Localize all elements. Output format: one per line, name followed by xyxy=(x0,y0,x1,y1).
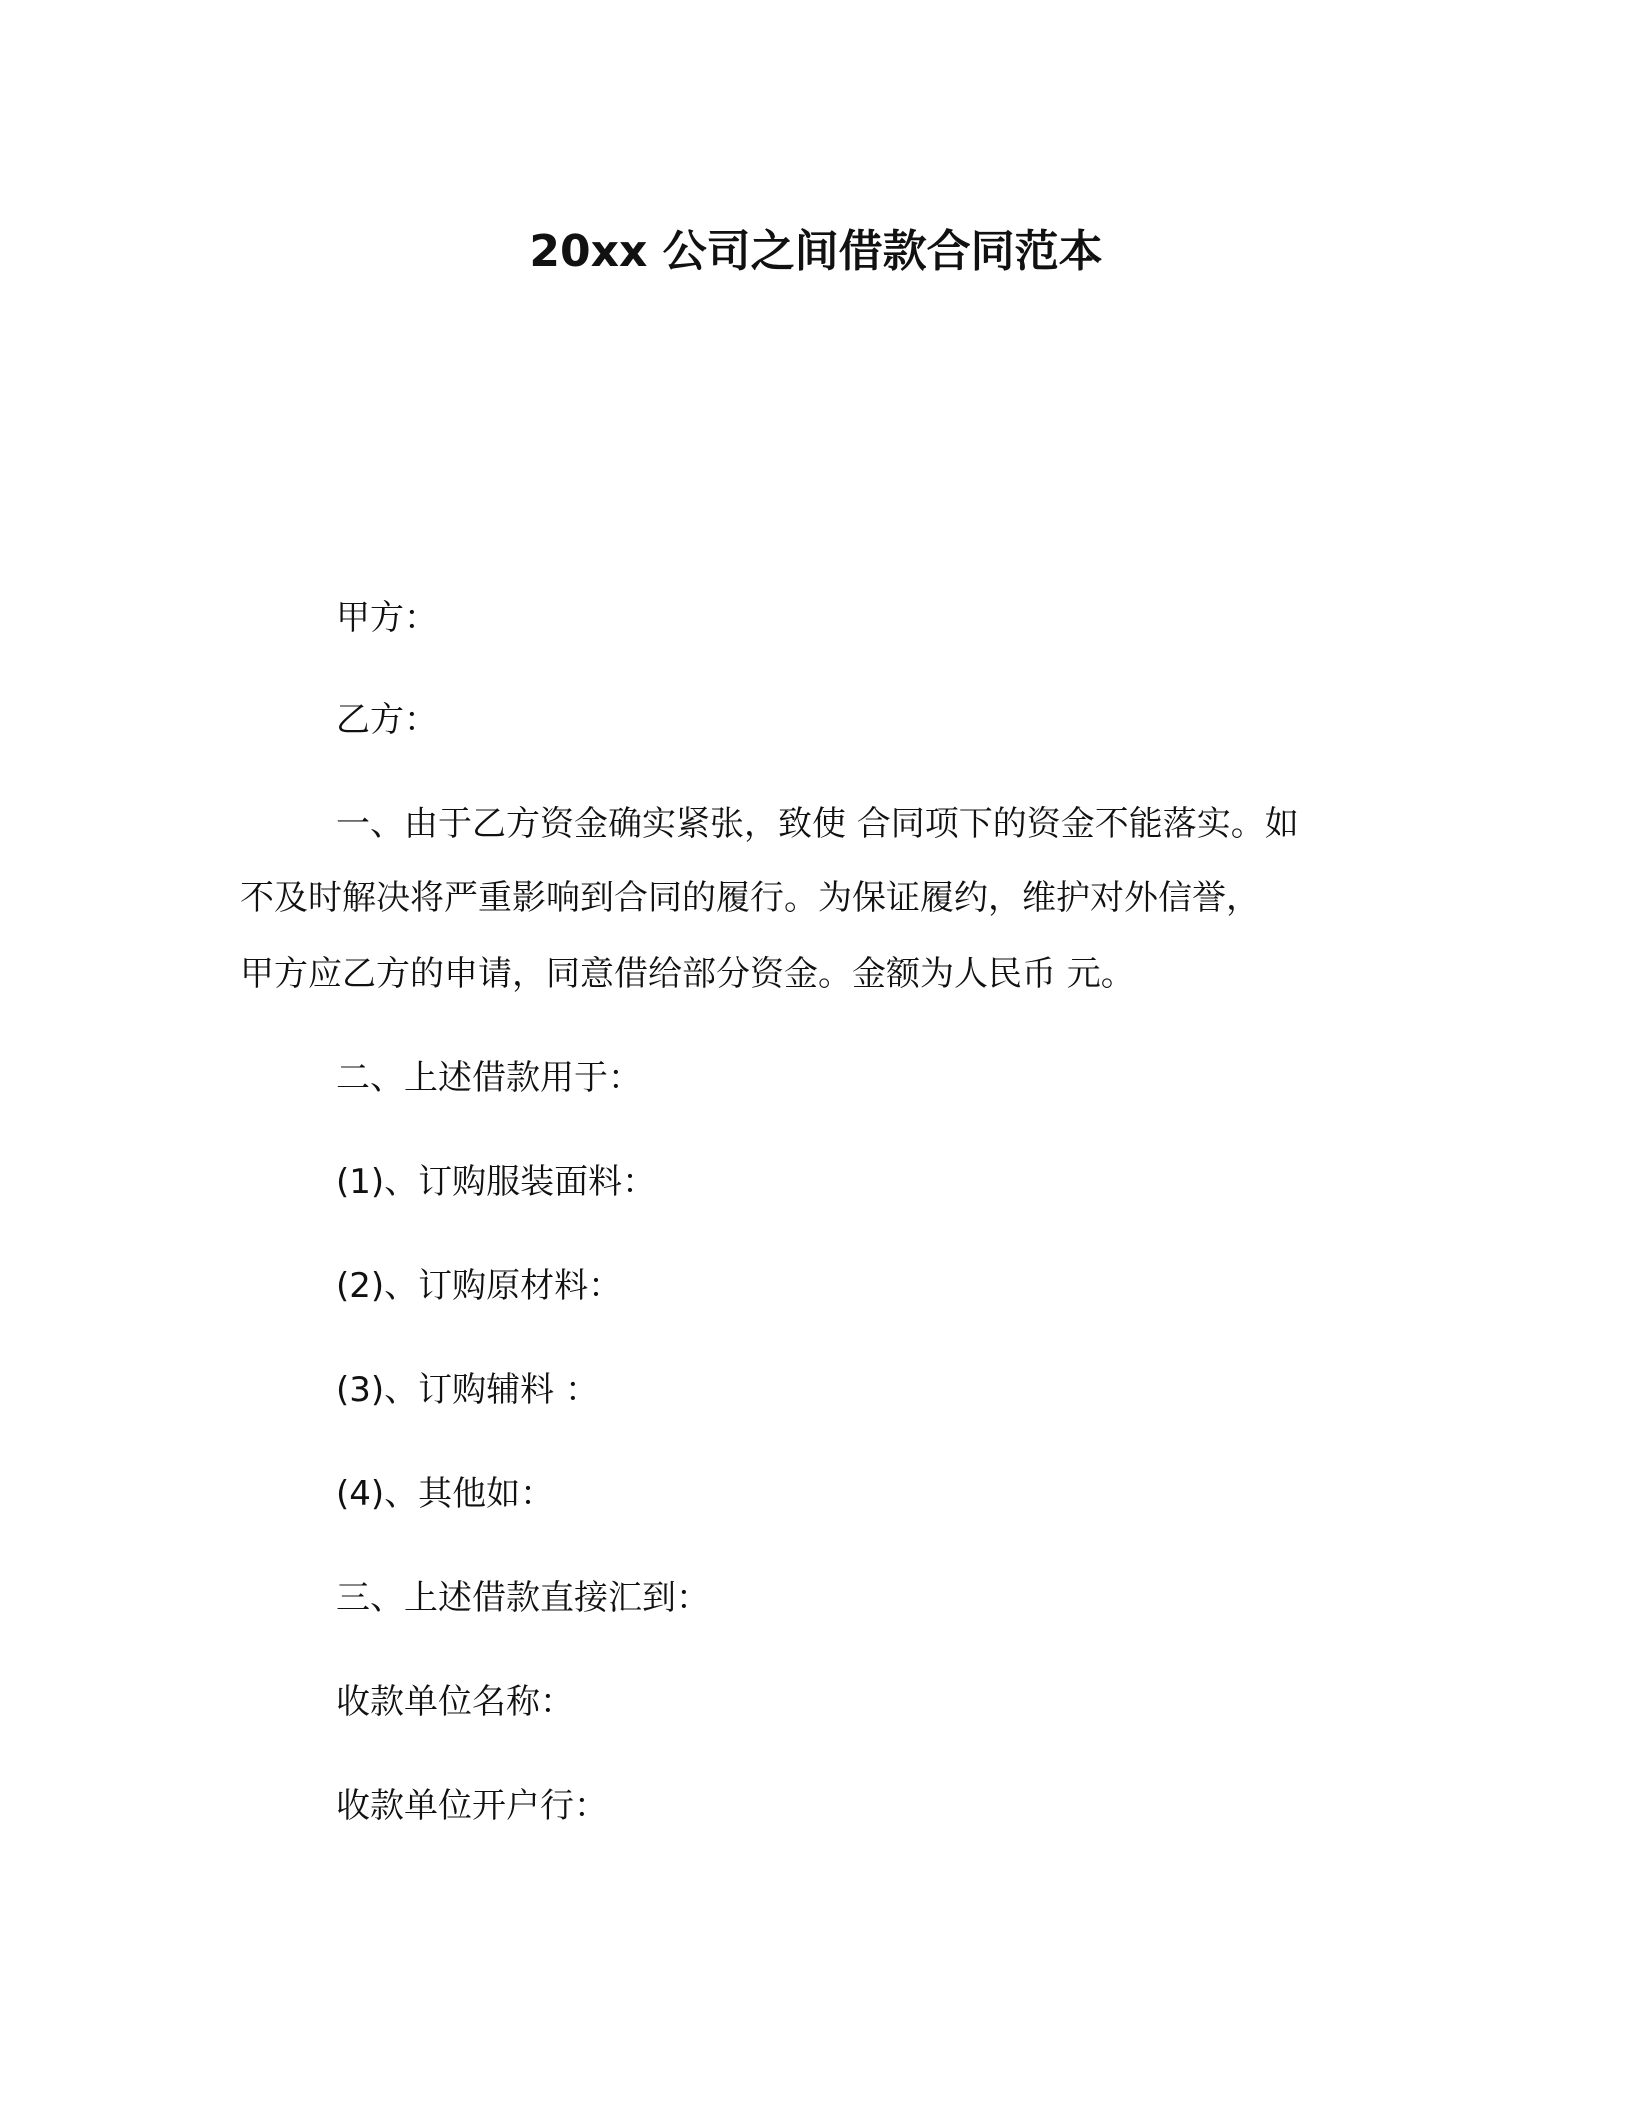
clause-2: 二、上述借款用于： xyxy=(336,1058,642,1098)
list-item: (3)、订购辅料 ： xyxy=(336,1370,599,1410)
list-item: (2)、订购原材料： xyxy=(336,1266,623,1306)
payee-bank-label: 收款单位开户行： xyxy=(336,1786,608,1826)
clause-1-line-3: 甲方应乙方的申请，同意借给部分资金。金额为人民币 元。 xyxy=(240,954,1135,994)
document-title: 20xx 公司之间借款合同范本 xyxy=(529,226,1103,277)
party-b-label: 乙方： xyxy=(336,700,438,740)
clause-1-line-2: 不及时解决将严重影响到合同的履行。为保证履约，维护对外信誉， xyxy=(240,878,1260,918)
clause-1-line-1: 一、由于乙方资金确实紧张，致使 合同项下的资金不能落实。如 xyxy=(336,804,1299,844)
list-item: (1)、订购服装面料： xyxy=(336,1162,657,1202)
party-a-label: 甲方： xyxy=(336,598,438,638)
clause-3: 三、上述借款直接汇到： xyxy=(336,1578,710,1618)
list-item: (4)、其他如： xyxy=(336,1474,555,1514)
payee-name-label: 收款单位名称： xyxy=(336,1682,574,1722)
